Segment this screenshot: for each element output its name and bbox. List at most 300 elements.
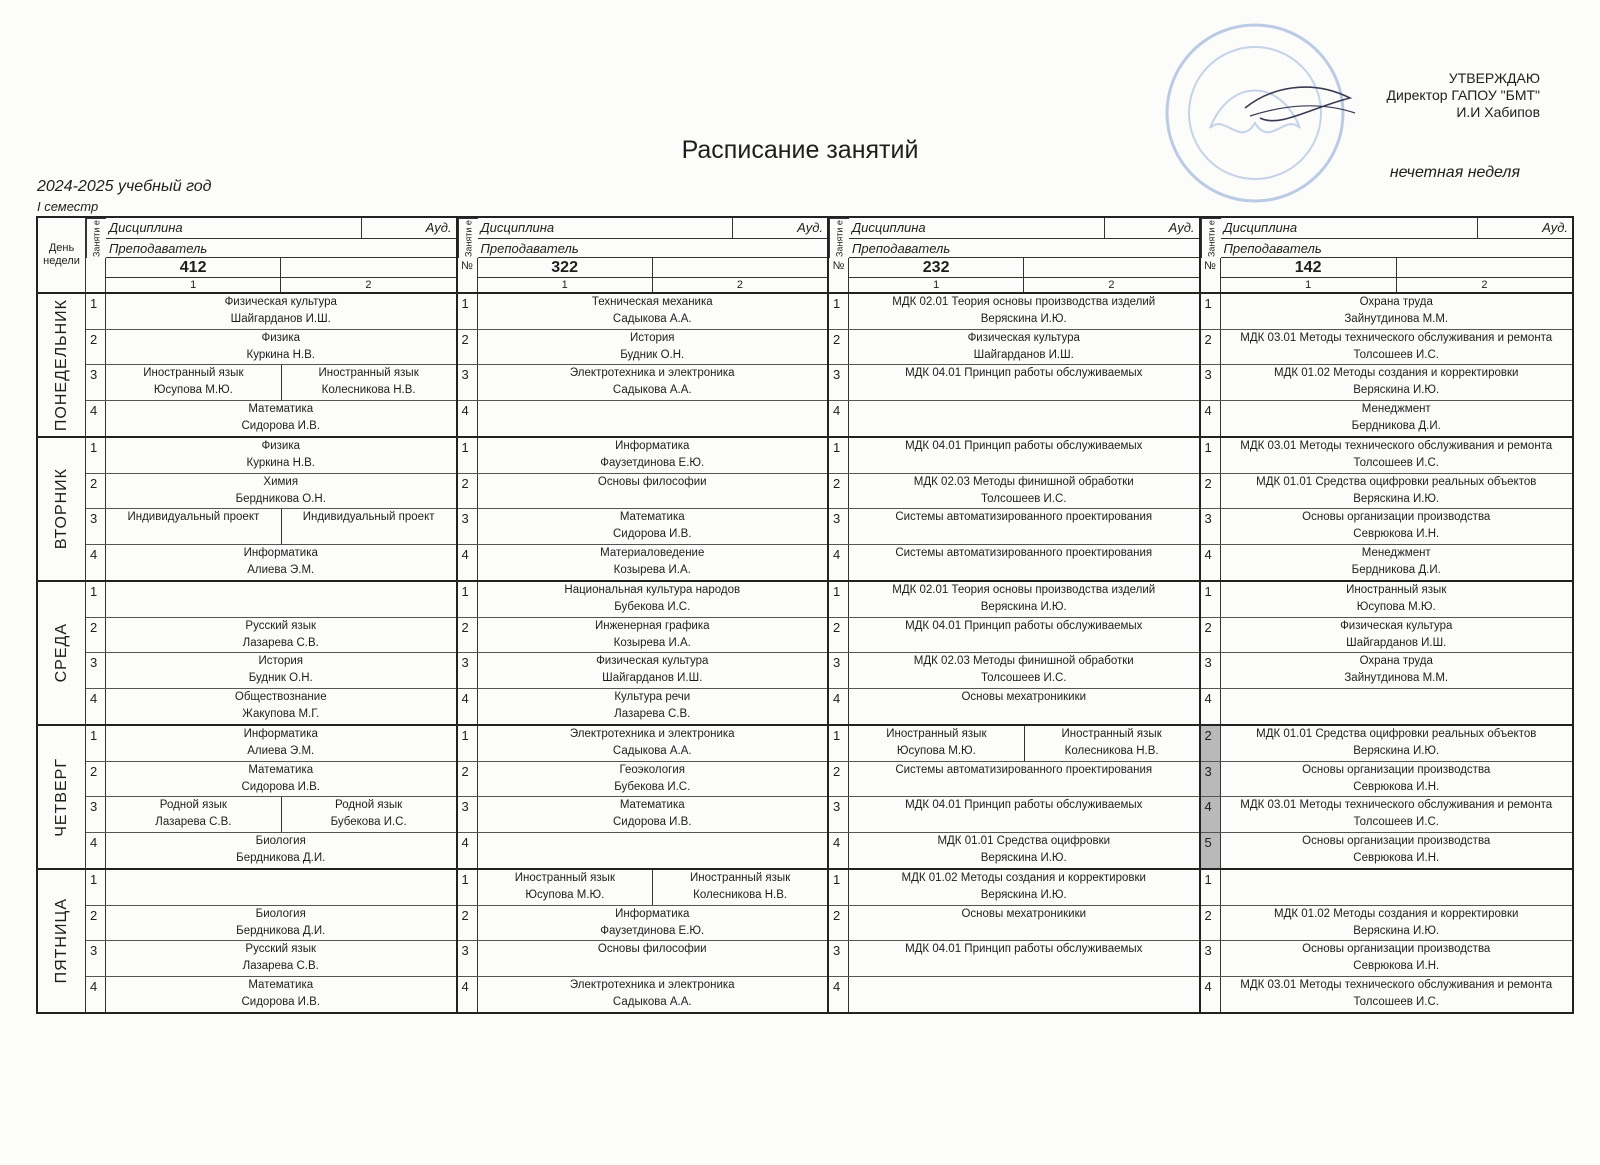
lesson-number: 1 <box>829 438 849 473</box>
discipline-name: Иностранный язык <box>143 367 244 379</box>
schedule-table <box>36 216 1574 1014</box>
discipline-name: Физическая культура <box>596 655 709 667</box>
lesson-content <box>849 545 1199 581</box>
lesson-content <box>478 797 828 832</box>
number-header: № <box>458 258 478 292</box>
lesson-row <box>829 545 1199 581</box>
discipline-name: Родной язык <box>335 799 403 811</box>
lesson-number: 3 <box>458 365 478 400</box>
lesson-number: 2 <box>829 330 849 365</box>
lesson-number: 3 <box>86 797 106 832</box>
subgroup-2: 2 <box>1023 278 1198 292</box>
discipline-name: Иностранный язык <box>514 872 615 884</box>
subgroup-1: 1 <box>190 279 197 291</box>
lesson-number: 2 <box>86 474 106 509</box>
lesson-number: 1 <box>1201 582 1221 617</box>
subgroup-lesson <box>106 509 281 544</box>
lesson-number: 2 <box>1201 726 1221 761</box>
teacher-name: Севрюкова И.Н. <box>1353 851 1440 864</box>
discipline-name: Электротехника и электроника <box>569 367 735 379</box>
discipline-name: МДК 01.02 Методы создания и корректировки <box>901 872 1146 884</box>
lesson-row <box>829 870 1199 906</box>
lesson-number: 3 <box>1201 653 1221 688</box>
lesson-row <box>86 762 456 798</box>
discipline-name: Менеджмент <box>1361 402 1431 415</box>
lesson-content <box>849 365 1199 400</box>
lesson-number: 4 <box>86 689 106 725</box>
lesson-row <box>458 833 828 869</box>
discipline-name: Основы мехатроникики <box>961 690 1087 703</box>
lesson-content <box>106 330 456 365</box>
group-number-blank <box>1396 258 1572 277</box>
lesson-number: 2 <box>829 906 849 941</box>
discipline-header-row <box>478 218 828 239</box>
lesson-row <box>86 330 456 366</box>
discipline-name: Биология <box>255 907 306 920</box>
lesson-row <box>829 294 1199 330</box>
discipline-name: МДК 01.02 Методы создания и корректировки <box>1274 367 1519 379</box>
lesson-content <box>1221 401 1573 437</box>
lesson-row <box>458 618 828 654</box>
lesson-number: 2 <box>86 762 106 797</box>
lesson-row <box>86 401 456 437</box>
discipline-name: Физическая культура <box>224 296 337 308</box>
teacher-name: Бердникова Д.И. <box>236 851 326 864</box>
lesson-row <box>829 977 1199 1013</box>
group-number: 322 <box>551 259 578 276</box>
discipline-name: Физическая культура <box>967 331 1080 344</box>
discipline-name: Индивидуальный проект <box>127 511 260 523</box>
lesson-row <box>829 509 1199 545</box>
teacher-name: Веряскина И.Ю. <box>980 851 1067 864</box>
lesson-content-split <box>106 509 456 544</box>
lesson-number: 1 <box>86 870 106 905</box>
approve-name: И.И Хабипов <box>1456 104 1540 120</box>
lesson-number: 2 <box>829 762 849 797</box>
lesson-row <box>829 726 1199 762</box>
lesson-number: 3 <box>829 797 849 832</box>
lesson-number: 2 <box>86 906 106 941</box>
lesson-content-split <box>106 797 456 832</box>
group-number: 232 <box>922 259 950 276</box>
discipline-header-row <box>849 218 1199 239</box>
subgroup-lesson <box>478 870 653 905</box>
lesson-number: 4 <box>86 545 106 581</box>
subgroup-row <box>478 278 828 292</box>
week-type: нечетная неделя <box>1389 164 1520 181</box>
lesson-number: 1 <box>1201 438 1221 473</box>
lesson-row <box>829 438 1199 474</box>
lesson-number: 2 <box>86 618 106 653</box>
discipline-name: Информатика <box>615 907 690 920</box>
lesson-row <box>1201 365 1573 401</box>
lesson-number: 3 <box>1201 509 1221 544</box>
teacher-name: Толсошеев И.С. <box>980 672 1067 684</box>
lesson-row <box>829 689 1199 725</box>
lesson-number: 3 <box>458 653 478 688</box>
lesson-content <box>106 833 456 869</box>
lesson-row <box>458 941 828 977</box>
day-group-cell <box>829 436 1201 580</box>
lesson-number: 1 <box>829 294 849 329</box>
lesson-row <box>1201 977 1573 1013</box>
discipline-name: Иностранный язык <box>1346 584 1447 596</box>
group-header <box>458 218 830 292</box>
column-header <box>849 218 1199 258</box>
discipline-name: Математика <box>248 978 314 991</box>
day-label <box>38 292 86 436</box>
lesson-number: 2 <box>458 330 478 365</box>
teacher-header: Преподаватель <box>109 241 208 256</box>
discipline-name: Системы автоматизированного проектирования <box>895 511 1153 523</box>
lesson-content <box>849 438 1199 473</box>
discipline-name: МДК 04.01 Принцип работы обслуживаемых <box>905 619 1143 632</box>
day-header: День недели <box>38 218 86 292</box>
discipline-name: История <box>629 331 675 344</box>
lesson-row <box>458 509 828 545</box>
discipline-name: МДК 01.02 Методы создания и корректировки <box>1274 907 1519 920</box>
discipline-name: Менеджмент <box>1361 546 1431 559</box>
discipline-name: Иностранный язык <box>1061 728 1162 740</box>
lesson-row <box>86 618 456 654</box>
day-group-cell <box>829 292 1201 436</box>
group-number: 142 <box>1294 259 1322 276</box>
lesson-content <box>1221 762 1573 797</box>
lesson-number: 3 <box>829 941 849 976</box>
discipline-name: МДК 04.01 Принцип работы обслуживаемых <box>905 799 1143 811</box>
group-number-blank <box>652 258 827 277</box>
lesson-content <box>106 941 456 976</box>
teacher-name: Севрюкова И.Н. <box>1353 780 1440 793</box>
lesson-content <box>478 582 828 617</box>
discipline-name: МДК 01.01 Средства оцифровки реальных объектов <box>1256 728 1537 740</box>
lesson-number: 4 <box>829 977 849 1013</box>
teacher-name: Толсошеев И.С. <box>1353 457 1440 469</box>
teacher-name: Веряскина И.Ю. <box>1353 745 1440 757</box>
discipline-name: Биология <box>255 834 306 847</box>
day-group-cell <box>1201 724 1573 868</box>
lesson-row <box>458 906 828 942</box>
lesson-row <box>458 582 828 618</box>
lesson-row <box>829 762 1199 798</box>
lesson-number: 1 <box>458 438 478 473</box>
teacher-name: Толсошеев И.С. <box>1353 348 1440 361</box>
day-group-cell <box>86 868 458 1012</box>
lesson-number: 1 <box>458 870 478 905</box>
lesson-number: 2 <box>86 330 106 365</box>
discipline-name: МДК 02.03 Методы финишной обработки <box>913 655 1134 667</box>
lesson-number: 4 <box>458 401 478 437</box>
teacher-name: Шайгарданов И.Ш. <box>1346 636 1447 649</box>
day-group-cell <box>1201 292 1573 436</box>
lesson-content <box>1221 582 1573 617</box>
discipline-header-row <box>1221 218 1573 239</box>
lesson-number: 4 <box>86 833 106 869</box>
lesson-row <box>86 365 456 401</box>
teacher-name: Сидорова И.В. <box>612 816 692 828</box>
lesson-number: 4 <box>829 833 849 869</box>
day-group-cell <box>86 292 458 436</box>
lesson-content <box>1221 941 1573 976</box>
teacher-name: Сидорова И.В. <box>241 780 321 793</box>
lesson-content <box>106 977 456 1013</box>
discipline-name: МДК 04.01 Принцип работы обслуживаемых <box>905 943 1143 955</box>
lesson-number: 1 <box>86 726 106 761</box>
lesson-content <box>849 833 1199 869</box>
group-number-row <box>106 258 456 278</box>
subgroup-lesson <box>106 797 281 832</box>
discipline-name: Физическая культура <box>1340 619 1453 632</box>
approve-position: Директор ГАПОУ "БМТ" <box>1386 87 1540 103</box>
group-header <box>1201 218 1573 292</box>
discipline-name: Иностранный язык <box>886 728 987 740</box>
lesson-row <box>829 365 1199 401</box>
lesson-col-header: Заняти е <box>458 218 478 258</box>
group-number: 412 <box>179 259 207 276</box>
lesson-row <box>458 474 828 510</box>
discipline-header: Дисциплина <box>1223 220 1298 235</box>
teacher-name: Бердникова Д.И. <box>1351 419 1441 432</box>
lesson-row <box>1201 438 1573 474</box>
teacher-name: Бердникова Д.И. <box>1351 563 1441 576</box>
lesson-content <box>478 438 828 473</box>
teacher-name: Веряскина И.Ю. <box>980 313 1067 325</box>
lesson-row <box>1201 689 1573 725</box>
teacher-name: Куркина Н.В. <box>246 348 315 361</box>
lesson-content <box>106 726 456 761</box>
day-group-cell <box>458 436 830 580</box>
discipline-name: МДК 02.03 Методы финишной обработки <box>913 475 1134 488</box>
lesson-row <box>458 545 828 581</box>
lesson-content <box>478 618 828 653</box>
lesson-number: 4 <box>1201 689 1221 725</box>
semester: I семестр <box>37 199 99 214</box>
day-name: ПЯТНИЦА <box>52 898 70 984</box>
discipline-name: Математика <box>619 511 685 523</box>
discipline-name: Иностранный язык <box>318 367 419 379</box>
teacher-name: Жакупова М.Г. <box>242 707 320 720</box>
discipline-name: Основы организации производства <box>1302 763 1491 776</box>
lesson-content <box>478 330 828 365</box>
lesson-content <box>478 545 828 581</box>
discipline-name: Охрана труда <box>1359 296 1433 308</box>
lesson-row <box>1201 941 1573 977</box>
day-group-cell <box>458 868 830 1012</box>
lesson-content <box>478 474 828 509</box>
lesson-number: 3 <box>86 365 106 400</box>
discipline-header-row <box>106 218 456 239</box>
lesson-content <box>478 941 828 976</box>
lesson-content <box>1221 726 1573 761</box>
discipline-name: Культура речи <box>614 690 691 703</box>
lesson-number: 4 <box>458 977 478 1013</box>
day-group-cell <box>1201 436 1573 580</box>
group-header <box>86 218 458 292</box>
academic-year: 2024-2025 учебный год <box>37 178 212 195</box>
lesson-content <box>106 653 456 688</box>
number-header <box>86 258 106 292</box>
lesson-content <box>478 726 828 761</box>
lesson-number: 2 <box>458 762 478 797</box>
lesson-row <box>86 474 456 510</box>
lesson-number: 2 <box>1201 330 1221 365</box>
teacher-header: Преподаватель <box>852 241 951 256</box>
day-name: ПОНЕДЕЛЬНИК <box>52 298 70 432</box>
subgroup-1: 1 <box>933 279 940 291</box>
lesson-content <box>849 582 1199 617</box>
lesson-number: 1 <box>86 294 106 329</box>
discipline-name: Информатика <box>243 728 318 740</box>
lesson-number: 2 <box>458 618 478 653</box>
room-header: Ауд. <box>361 218 456 238</box>
lesson-row <box>86 977 456 1013</box>
day-group-cell <box>458 580 830 724</box>
lesson-content <box>1221 330 1573 365</box>
lesson-number: 2 <box>458 474 478 509</box>
lesson-row <box>829 618 1199 654</box>
lesson-number: 3 <box>829 365 849 400</box>
teacher-name: Юсупова М.Ю. <box>153 384 233 396</box>
teacher-name: Алиева Э.М. <box>247 745 315 757</box>
subgroup-lesson <box>1024 726 1199 761</box>
teacher-name: Колесникова Н.В. <box>321 384 416 396</box>
lesson-row <box>1201 509 1573 545</box>
lesson-row <box>829 797 1199 833</box>
lesson-content <box>478 365 828 400</box>
discipline-header: Дисциплина <box>480 220 555 235</box>
teacher-name: Садыкова А.А. <box>612 995 692 1008</box>
teacher-name: Толсошеев И.С. <box>1353 995 1440 1008</box>
lesson-row <box>1201 762 1573 798</box>
lesson-row <box>1201 653 1573 689</box>
discipline-name: Обществознание <box>234 690 327 703</box>
lesson-number: 1 <box>86 438 106 473</box>
discipline-name: Охрана труда <box>1359 655 1433 667</box>
teacher-name: Садыкова А.А. <box>612 384 692 396</box>
lesson-content <box>1221 653 1573 688</box>
discipline-name: МДК 03.01 Методы технического обслуживания и ремонта <box>1240 331 1553 344</box>
lesson-content <box>106 294 456 329</box>
discipline-name: Геоэкология <box>619 763 685 776</box>
teacher-name: Куркина Н.В. <box>246 457 315 469</box>
teacher-header: Преподаватель <box>1223 241 1322 256</box>
discipline-name: МДК 01.01 Средства оцифровки <box>937 834 1111 847</box>
teacher-name: Веряскина И.Ю. <box>980 889 1067 901</box>
lesson-row <box>829 833 1199 869</box>
lesson-row <box>1201 545 1573 581</box>
group-number-row <box>849 258 1199 278</box>
lesson-content <box>849 906 1199 941</box>
lesson-col-header: Заняти е <box>86 218 106 258</box>
lesson-number: 3 <box>829 509 849 544</box>
lesson-row <box>458 977 828 1013</box>
lesson-content-split <box>478 870 828 905</box>
teacher-name: Веряскина И.Ю. <box>1353 492 1440 505</box>
lesson-row <box>458 401 828 437</box>
room-header: Ауд. <box>732 218 827 238</box>
discipline-name: История <box>258 655 304 667</box>
discipline-name: Основы организации производства <box>1302 834 1491 847</box>
teacher-name: Юсупова М.Ю. <box>896 745 976 757</box>
column-header <box>1221 218 1573 258</box>
lesson-content <box>849 797 1199 832</box>
lesson-content <box>849 977 1199 1013</box>
day-group-cell <box>458 292 830 436</box>
lesson-row <box>86 726 456 762</box>
lesson-content <box>106 401 456 437</box>
lesson-row <box>458 653 828 689</box>
lesson-row <box>1201 833 1573 869</box>
lesson-number: 2 <box>1201 618 1221 653</box>
teacher-name: Лазарева С.В. <box>242 960 319 972</box>
lesson-content <box>1221 545 1573 581</box>
discipline-name: Русский язык <box>245 619 317 632</box>
lesson-content <box>849 401 1199 437</box>
lesson-row <box>1201 797 1573 833</box>
lesson-row <box>86 509 456 545</box>
page-title: Расписание занятий <box>681 136 919 164</box>
teacher-name: Шайгарданов И.Ш. <box>230 313 331 325</box>
lesson-row <box>458 438 828 474</box>
teacher-name: Алиева Э.М. <box>247 563 315 576</box>
teacher-name: Бубекова И.С. <box>614 601 691 613</box>
lesson-number: 4 <box>829 401 849 437</box>
discipline-name: Русский язык <box>245 943 317 955</box>
lesson-content <box>106 545 456 581</box>
discipline-name: Основы философии <box>597 943 707 955</box>
teacher-name: Фаузетдинова Е.Ю. <box>600 924 705 937</box>
teacher-name: Козырева И.А. <box>613 636 691 649</box>
subgroup-row <box>849 278 1199 292</box>
lesson-row <box>1201 870 1573 906</box>
lesson-row <box>829 330 1199 366</box>
lesson-number: 4 <box>1201 977 1221 1013</box>
lesson-content <box>849 689 1199 725</box>
group-number-row <box>478 258 828 278</box>
lesson-content <box>1221 365 1573 400</box>
column-header <box>106 218 456 258</box>
lesson-number: 3 <box>1201 762 1221 797</box>
group-number-row <box>1221 258 1573 278</box>
day-group-cell <box>86 724 458 868</box>
subgroup-row <box>1221 278 1573 292</box>
group-header <box>829 218 1201 292</box>
lesson-row <box>86 797 456 833</box>
lesson-number: 4 <box>1201 797 1221 832</box>
day-label <box>38 436 86 580</box>
lesson-row <box>458 797 828 833</box>
number-header: № <box>1201 258 1221 292</box>
group-number-blank <box>280 258 455 277</box>
teacher-name: Сидорова И.В. <box>241 419 321 432</box>
subgroup-lesson <box>281 797 456 832</box>
lesson-row <box>829 906 1199 942</box>
lesson-number: 3 <box>86 941 106 976</box>
lesson-content <box>1221 294 1573 329</box>
lesson-content <box>1221 509 1573 544</box>
day-group-cell <box>86 436 458 580</box>
subgroup-2: 2 <box>1396 278 1572 292</box>
teacher-name: Толсошеев И.С. <box>1353 816 1440 828</box>
lesson-number: 2 <box>829 474 849 509</box>
lesson-content <box>106 618 456 653</box>
lesson-col-header: Заняти е <box>829 218 849 258</box>
discipline-name: Физика <box>261 440 301 452</box>
lesson-content <box>849 294 1199 329</box>
discipline-header: Дисциплина <box>852 220 926 235</box>
discipline-name: Информатика <box>243 546 318 559</box>
lesson-number: 1 <box>829 726 849 761</box>
